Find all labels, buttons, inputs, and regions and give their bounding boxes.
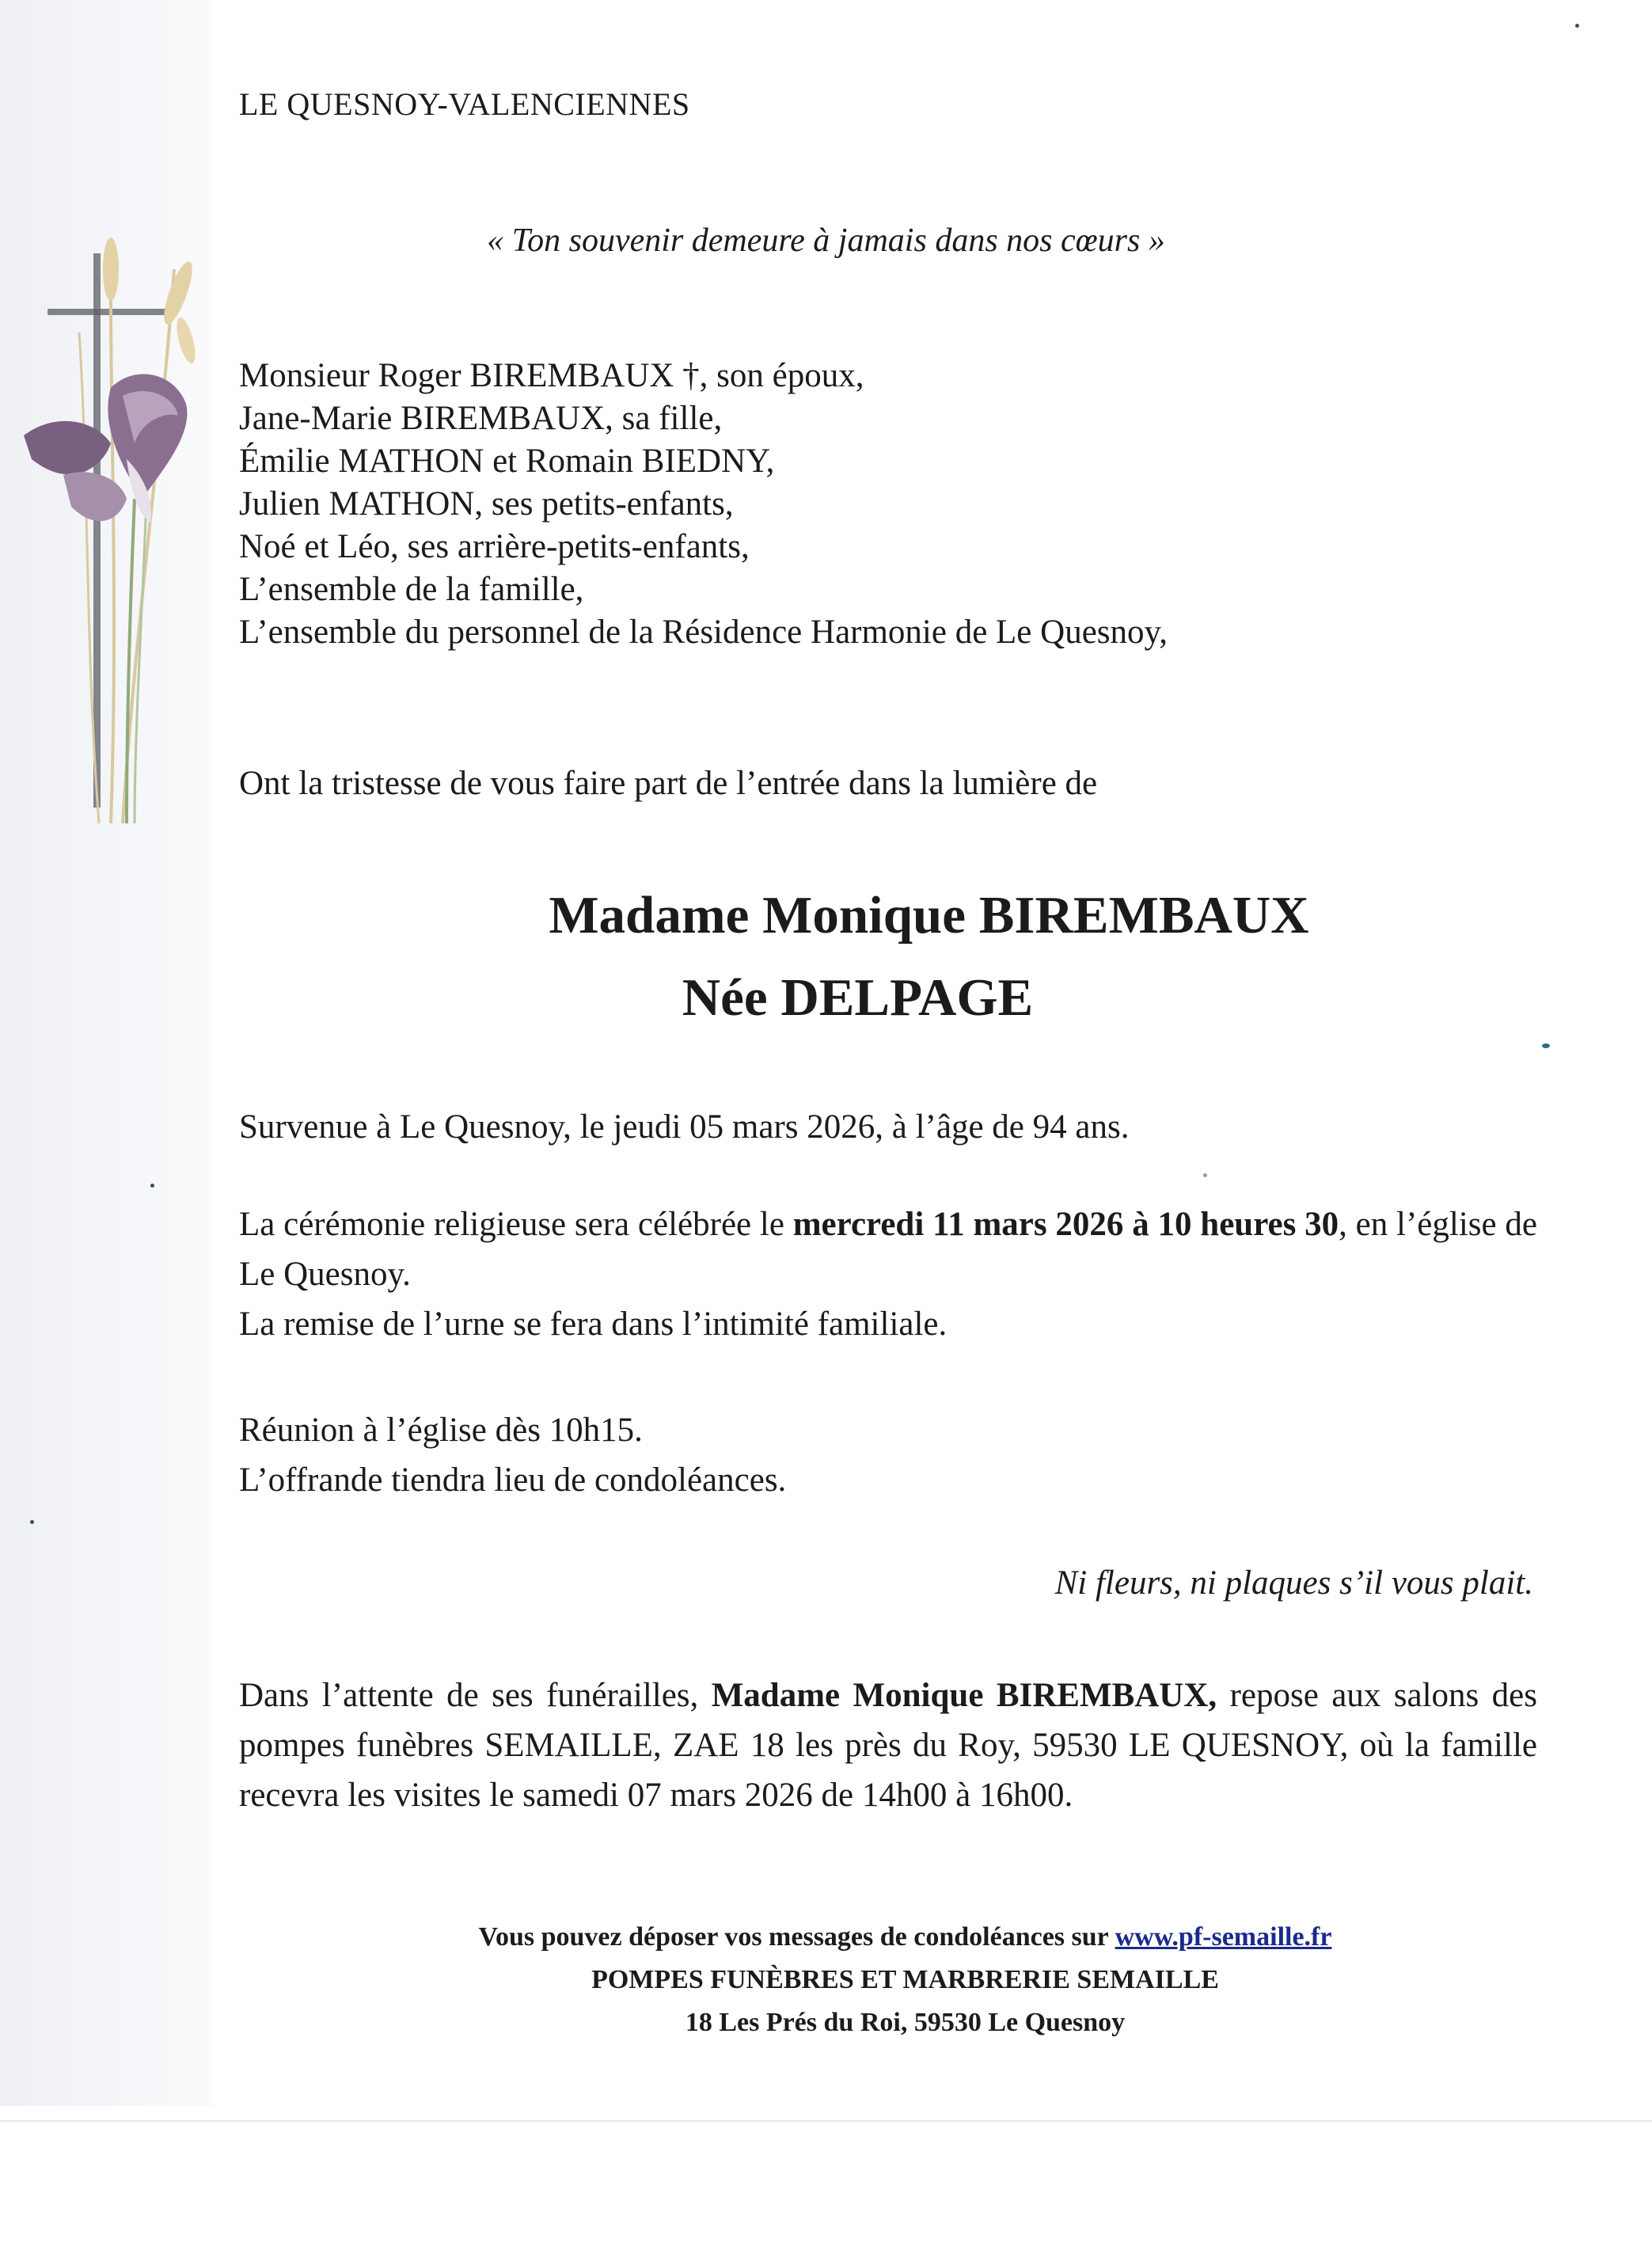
website-link[interactable]: www.pf-semaille.fr bbox=[1115, 1922, 1332, 1952]
company-address: 18 Les Prés du Roi, 59530 Le Quesnoy bbox=[685, 2008, 1126, 2037]
ceremony-datetime: mercredi 11 mars 2026 à 10 heures 30 bbox=[792, 1206, 1339, 1243]
ceremony-details bbox=[239, 1199, 1537, 1299]
ceremony-place: , en l’église de Le Quesnoy. bbox=[239, 1206, 1537, 1293]
family-member-line: Monsieur Roger BIREMBAUX †, son époux, bbox=[239, 357, 864, 394]
family-member-line: Noé et Léo, ses arrière-petits-enfants, bbox=[239, 528, 750, 565]
city-heading: LE QUESNOY-VALENCIENNES bbox=[239, 86, 690, 122]
memorial-quote: « Ton souvenir demeure à jamais dans nos cœurs » bbox=[487, 222, 1165, 259]
no-flowers-notice: Ni fleurs, ni plaques s’il vous plait. bbox=[1054, 1564, 1533, 1602]
family-member-line: Jane-Marie BIREMBAUX, sa fille, bbox=[239, 400, 723, 437]
condolences-text: Vous pouvez déposer vos messages de condoléances sur bbox=[478, 1922, 1115, 1952]
offering-info: L’offrande tiendra lieu de condoléances. bbox=[239, 1461, 787, 1499]
ceremony-intro: La cérémonie religieuse sera célébrée le bbox=[239, 1206, 793, 1243]
deceased-name: Madame Monique BIREMBAUX bbox=[549, 886, 1309, 945]
meeting-paragraph bbox=[239, 1405, 1537, 1505]
announcement-text: Ont la tristesse de vous faire part de l’entrée dans la lumière de bbox=[239, 765, 1098, 802]
visitation-intro: Dans l’attente de ses funérailles, bbox=[239, 1677, 712, 1714]
family-member-line: L’ensemble de la famille, bbox=[239, 571, 584, 608]
family-member-line: L’ensemble du personnel de la Résidence Harmonie de Le Quesnoy, bbox=[239, 614, 1168, 651]
visitation-details: repose aux salons des pompes funèbres SEMAILLE, ZAE 18 les près du Roy, 59530 LE QUESNOY, où la famille recevra les visites le samedi 07 mars 2026 de 14h00 à 16h00. bbox=[239, 1677, 1537, 1814]
scan-speck bbox=[150, 1184, 154, 1188]
visitation-name: Madame Monique BIREMBAUX, bbox=[711, 1677, 1217, 1714]
family-member-line: Émilie MATHON et Romain BIEDNY, bbox=[239, 443, 775, 480]
ceremony-paragraph bbox=[239, 1199, 1537, 1349]
death-info: Survenue à Le Quesnoy, le jeudi 05 mars 2026, à l’âge de 94 ans. bbox=[239, 1108, 1130, 1146]
scan-speck bbox=[1203, 1173, 1207, 1177]
family-list bbox=[239, 355, 1168, 654]
company-name: POMPES FUNÈBRES ET MARBRERIE SEMAILLE bbox=[591, 1965, 1219, 1994]
scan-speck bbox=[1575, 24, 1579, 28]
condolences-line bbox=[79, 1916, 1652, 1959]
family-member-line: Julien MATHON, ses petits-enfants, bbox=[239, 485, 734, 523]
meeting-time: Réunion à l’église dès 10h15. bbox=[239, 1412, 643, 1449]
page-bottom-rule bbox=[0, 2120, 1652, 2122]
urn-info: La remise de l’urne se fera dans l’intimité familiale. bbox=[239, 1306, 948, 1343]
scan-speck bbox=[1542, 1043, 1550, 1048]
deceased-birth-name: Née DELPAGE bbox=[682, 968, 1034, 1027]
visitation-paragraph bbox=[239, 1671, 1537, 1820]
scan-speck bbox=[30, 1520, 34, 1524]
cross-lily-illustration bbox=[16, 238, 237, 839]
